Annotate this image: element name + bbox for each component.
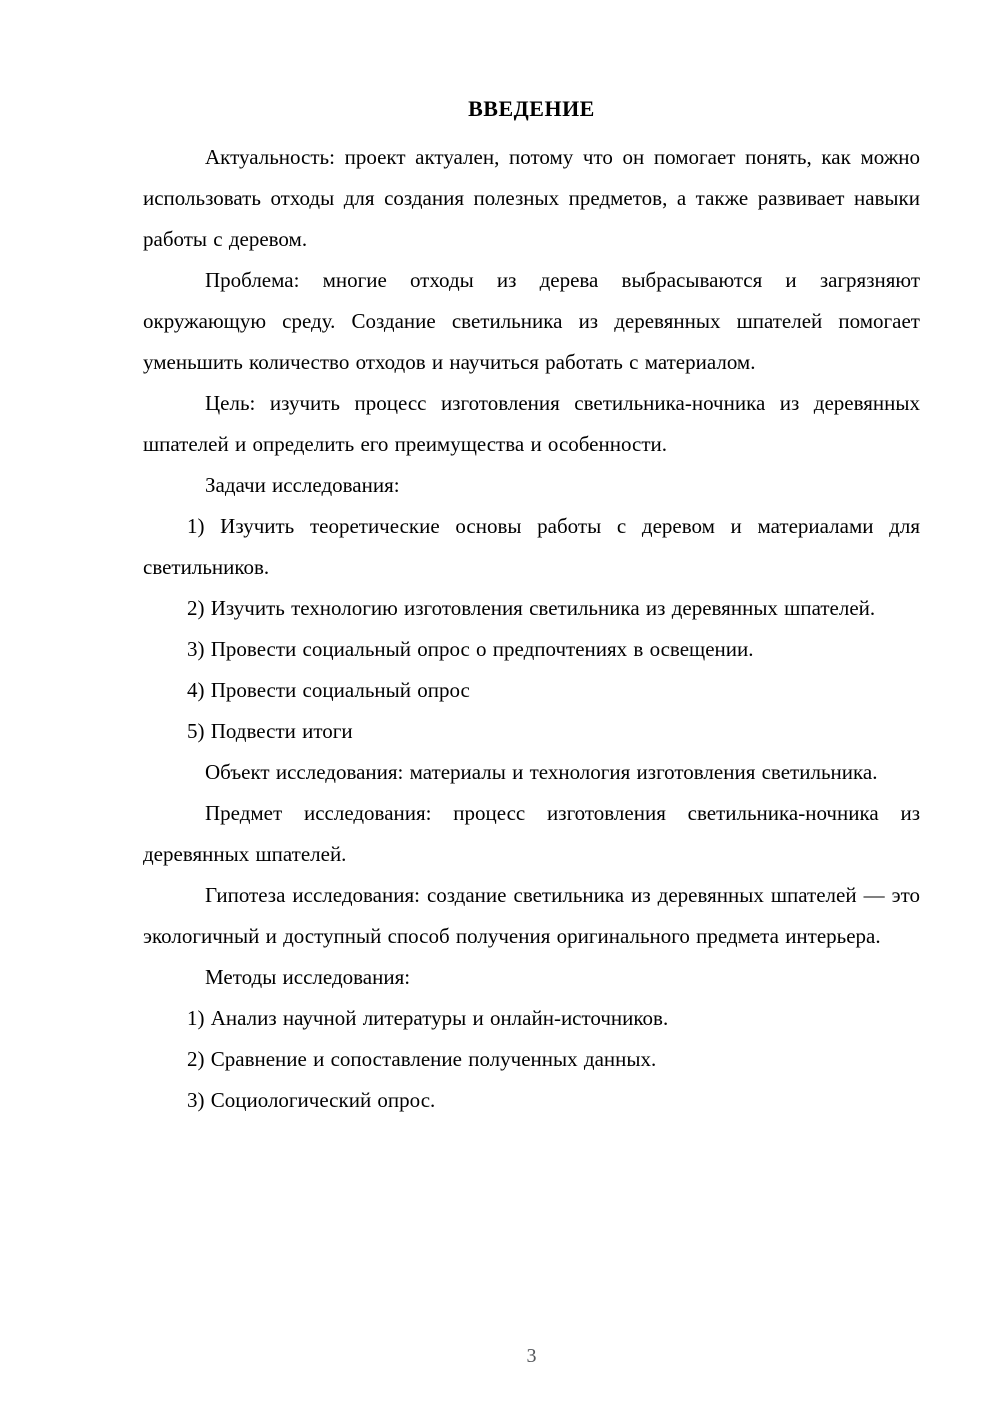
task-item-3: 3) Провести социальный опрос о предпочтениях в освещении. [187,637,754,661]
paragraph-goal: Цель: изучить процесс изготовления светильника-ночника из деревянных шпателей и определить его преимущества и особенности. [143,391,920,456]
page-number: 3 [526,1345,537,1367]
task-item-2: 2) Изучить технологию изготовления светильника из деревянных шпателей. [187,596,876,620]
paragraph-object: Объект исследования: материалы и технология изготовления светильника. [205,760,878,784]
paragraph-subject: Предмет исследования: процесс изготовления светильника-ночника из деревянных шпателей. [143,801,920,866]
method-item-3: 3) Социологический опрос. [187,1088,436,1112]
heading-tasks: Задачи исследования: [205,473,400,497]
heading-methods: Методы исследования: [205,965,411,989]
paragraph-relevance: Актуальность: проект актуален, потому что он помогает понять, как можно использовать отходы для создания полезных предметов, а также развивает навыки работы с деревом. [143,145,920,251]
paragraph-hypothesis: Гипотеза исследования: создание светильника из деревянных шпателей — это экологичный и доступный способ получения оригинального предмета интерьера. [143,883,920,948]
page-title: ВВЕДЕНИЕ [468,96,595,121]
paragraph-problem: Проблема: многие отходы из дерева выбрасываются и загрязняют окружающую среду. Создание светильника из деревянных шпателей помогает уменьшить количество отходов и научиться работать с материалом. [143,268,920,374]
method-item-1: 1) Анализ научной литературы и онлайн-источников. [187,1006,669,1030]
task-item-4: 4) Провести социальный опрос [187,678,470,702]
method-item-2: 2) Сравнение и сопоставление полученных данных. [187,1047,657,1071]
task-item-5: 5) Подвести итоги [187,719,353,743]
task-item-1: 1) Изучить теоретические основы работы с деревом и материалами для светильников. [143,514,920,579]
